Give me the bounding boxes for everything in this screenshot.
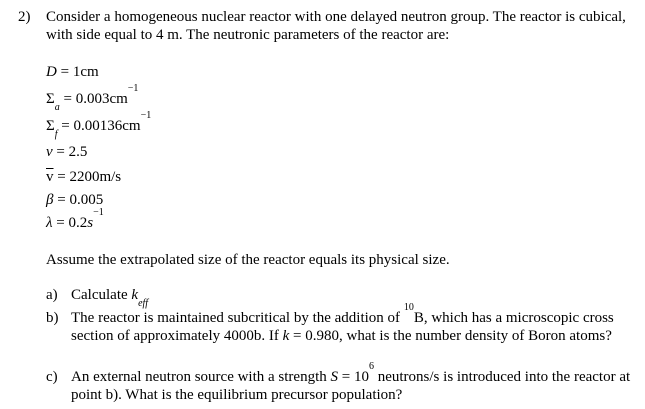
param-symbol: λ (46, 215, 53, 231)
param-value: 0.00136cm (73, 118, 141, 134)
part-c-text-1: An external neutron source with a strength (71, 369, 331, 385)
param-symbol: ν (46, 144, 53, 160)
param-value: 2.5 (68, 144, 88, 160)
param-value: 0.005 (69, 192, 104, 208)
k-subscript: eff (138, 298, 149, 309)
param-value: 0.2 (68, 215, 88, 231)
param-symbol: β (46, 192, 54, 208)
param-equals: = (59, 91, 76, 107)
param-fission-cross-section (46, 110, 152, 140)
param-subscript: f (54, 129, 58, 140)
isotope-mass-number: 10 (403, 302, 414, 313)
param-superscript: −1 (93, 207, 104, 218)
param-superscript: −1 (127, 83, 139, 94)
source-exponent: 6 (368, 361, 374, 372)
part-a-label: a) (46, 287, 58, 303)
param-equals: = (52, 215, 69, 231)
param-equals: = (53, 169, 70, 185)
param-equals: = (56, 64, 73, 80)
param-equals: = (57, 118, 74, 134)
param-equals: = (53, 192, 70, 208)
assumption-text: Assume the extrapolated size of the reactor equals its physical size. (46, 252, 450, 268)
param-diffusion-coefficient (46, 63, 99, 81)
k-symbol: k (282, 328, 290, 344)
part-a-prompt: Calculate (71, 287, 132, 303)
param-subscript: a (54, 102, 60, 113)
param-equals: = (52, 144, 69, 160)
question-number: 2) (18, 9, 31, 25)
part-c-text (71, 361, 641, 404)
part-b-text-1: The reactor is maintained subcritical by the addition of (71, 310, 404, 326)
part-b-label: b) (46, 310, 59, 326)
question-intro: Consider a homogeneous nuclear reactor with one delayed neutron group. The reactor is cubical, with side equal to 4 m. The neutronic parameters of the reactor are: (46, 9, 626, 43)
part-c-label: c) (46, 369, 58, 385)
param-symbol: Σ (46, 91, 55, 107)
source-symbol: S (330, 369, 339, 385)
param-decay-constant (46, 207, 104, 232)
k-symbol: k (131, 287, 139, 303)
param-symbol: Σ (46, 118, 55, 134)
param-value: 0.003cm (75, 91, 128, 107)
param-value: 1cm (72, 64, 99, 80)
source-equals: = 10 (338, 369, 369, 385)
param-absorption-cross-section (46, 83, 139, 113)
param-unit: s (87, 215, 94, 231)
part-b-text-3: = 0.980, what is the number density of Boron atoms? (289, 328, 612, 344)
part-c-text-2: neutrons/s is introduced into the reactor at point b). What is the equilibrium precursor population? (71, 369, 631, 403)
param-value: 2200m/s (69, 169, 122, 185)
param-superscript: −1 (140, 110, 152, 121)
param-symbol: $\overline{v}$ (46, 169, 54, 185)
param-neutron-speed (46, 168, 121, 186)
param-symbol: D (46, 64, 57, 80)
param-neutrons-per-fission (46, 143, 87, 161)
part-b-text-2: , which has a microscopic cross section of approximately 4000b. If (71, 310, 614, 344)
isotope-symbol: B (413, 310, 424, 326)
